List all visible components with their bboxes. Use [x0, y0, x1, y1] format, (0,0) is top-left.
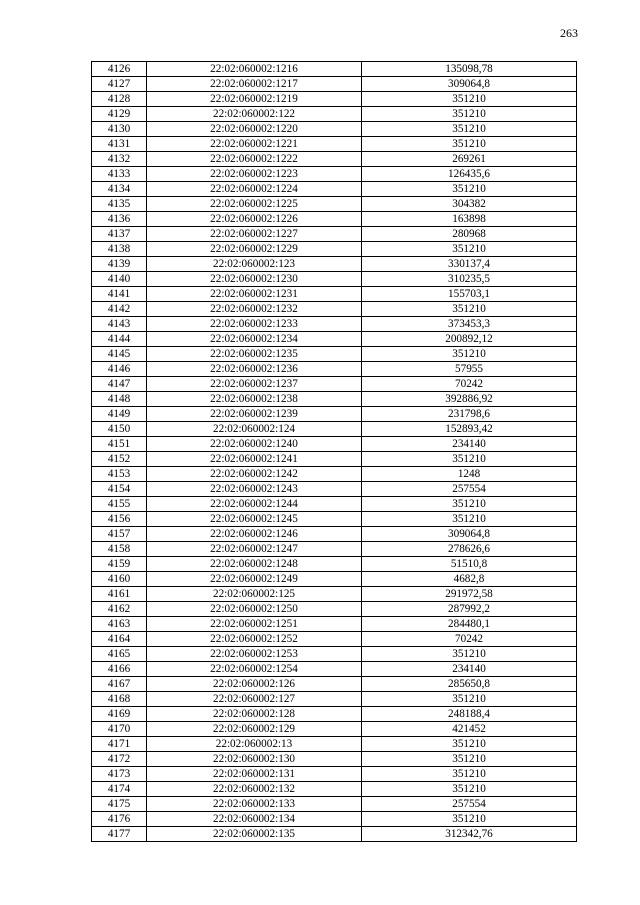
row-number-cell: 4132 — [92, 152, 147, 167]
table-row — [92, 812, 577, 827]
row-number-cell: 4171 — [92, 737, 147, 752]
cadastral-number-cell: 22:02:060002:13 — [147, 737, 362, 752]
cadastral-number-cell: 22:02:060002:1243 — [147, 482, 362, 497]
cadastral-number-cell: 22:02:060002:122 — [147, 107, 362, 122]
row-number-cell: 4140 — [92, 272, 147, 287]
cadastral-value-cell: 200892,12 — [362, 332, 577, 347]
cadastral-value-cell: 309064,8 — [362, 77, 577, 92]
row-number-cell: 4149 — [92, 407, 147, 422]
cadastral-value-cell: 163898 — [362, 212, 577, 227]
row-number-cell: 4151 — [92, 437, 147, 452]
cadastral-value-cell: 257554 — [362, 482, 577, 497]
row-number-cell: 4152 — [92, 452, 147, 467]
cadastral-value-cell: 351210 — [362, 452, 577, 467]
cadastral-value-cell: 330137,4 — [362, 257, 577, 272]
cadastral-number-cell: 22:02:060002:123 — [147, 257, 362, 272]
row-number-cell: 4128 — [92, 92, 147, 107]
cadastral-value-cell: 1248 — [362, 467, 577, 482]
cadastral-number-cell: 22:02:060002:130 — [147, 752, 362, 767]
cadastral-value-cell: 234140 — [362, 437, 577, 452]
row-number-cell: 4147 — [92, 377, 147, 392]
cadastral-value-cell: 351210 — [362, 242, 577, 257]
cadastral-value-cell: 351210 — [362, 737, 577, 752]
cadastral-value-cell: 4682,8 — [362, 572, 577, 587]
table-row — [92, 317, 577, 332]
table-row — [92, 827, 577, 842]
cadastral-number-cell: 22:02:060002:132 — [147, 782, 362, 797]
cadastral-number-cell: 22:02:060002:1246 — [147, 527, 362, 542]
cadastral-value-cell: 351210 — [362, 752, 577, 767]
table-row — [92, 362, 577, 377]
table-row — [92, 482, 577, 497]
cadastral-value-cell: 231798,6 — [362, 407, 577, 422]
row-number-cell: 4129 — [92, 107, 147, 122]
table-row — [92, 602, 577, 617]
row-number-cell: 4168 — [92, 692, 147, 707]
cadastral-number-cell: 22:02:060002:124 — [147, 422, 362, 437]
table-row — [92, 137, 577, 152]
table-row — [92, 797, 577, 812]
row-number-cell: 4163 — [92, 617, 147, 632]
cadastral-number-cell: 22:02:060002:1234 — [147, 332, 362, 347]
row-number-cell: 4172 — [92, 752, 147, 767]
table-row — [92, 167, 577, 182]
cadastral-value-cell: 351210 — [362, 182, 577, 197]
table-row — [92, 587, 577, 602]
row-number-cell: 4164 — [92, 632, 147, 647]
cadastral-number-cell: 22:02:060002:1229 — [147, 242, 362, 257]
table-row — [92, 197, 577, 212]
cadastral-number-cell: 22:02:060002:1226 — [147, 212, 362, 227]
cadastral-number-cell: 22:02:060002:1233 — [147, 317, 362, 332]
cadastral-value-cell: 152893,42 — [362, 422, 577, 437]
cadastral-value-cell: 269261 — [362, 152, 577, 167]
row-number-cell: 4146 — [92, 362, 147, 377]
table-row — [92, 497, 577, 512]
row-number-cell: 4155 — [92, 497, 147, 512]
cadastral-number-cell: 22:02:060002:1219 — [147, 92, 362, 107]
cadastral-value-cell: 351210 — [362, 812, 577, 827]
row-number-cell: 4134 — [92, 182, 147, 197]
cadastral-number-cell: 22:02:060002:1217 — [147, 77, 362, 92]
cadastral-value-cell: 351210 — [362, 647, 577, 662]
cadastral-number-cell: 22:02:060002:1251 — [147, 617, 362, 632]
cadastral-number-cell: 22:02:060002:1230 — [147, 272, 362, 287]
row-number-cell: 4160 — [92, 572, 147, 587]
row-number-cell: 4136 — [92, 212, 147, 227]
row-number-cell: 4148 — [92, 392, 147, 407]
row-number-cell: 4138 — [92, 242, 147, 257]
row-number-cell: 4143 — [92, 317, 147, 332]
row-number-cell: 4174 — [92, 782, 147, 797]
table-row — [92, 347, 577, 362]
cadastral-value-cell: 351210 — [362, 302, 577, 317]
cadastral-number-cell: 22:02:060002:1220 — [147, 122, 362, 137]
cadastral-number-cell: 22:02:060002:1232 — [147, 302, 362, 317]
cadastral-number-cell: 22:02:060002:125 — [147, 587, 362, 602]
row-number-cell: 4137 — [92, 227, 147, 242]
row-number-cell: 4161 — [92, 587, 147, 602]
table-row — [92, 707, 577, 722]
cadastral-value-cell: 312342,76 — [362, 827, 577, 842]
cadastral-number-cell: 22:02:060002:131 — [147, 767, 362, 782]
cadastral-number-cell: 22:02:060002:127 — [147, 692, 362, 707]
cadastral-number-cell: 22:02:060002:1244 — [147, 497, 362, 512]
table-row — [92, 92, 577, 107]
row-number-cell: 4166 — [92, 662, 147, 677]
cadastral-value-cell: 351210 — [362, 782, 577, 797]
row-number-cell: 4130 — [92, 122, 147, 137]
cadastral-value-cell: 280968 — [362, 227, 577, 242]
table-row — [92, 452, 577, 467]
cadastral-value-cell: 278626,6 — [362, 542, 577, 557]
table-row — [92, 557, 577, 572]
cadastral-value-cell: 135098,78 — [362, 62, 577, 77]
table-row — [92, 527, 577, 542]
row-number-cell: 4167 — [92, 677, 147, 692]
table-row — [92, 512, 577, 527]
row-number-cell: 4157 — [92, 527, 147, 542]
cadastral-number-cell: 22:02:060002:1252 — [147, 632, 362, 647]
row-number-cell: 4170 — [92, 722, 147, 737]
cadastral-number-cell: 22:02:060002:129 — [147, 722, 362, 737]
cadastral-number-cell: 22:02:060002:1238 — [147, 392, 362, 407]
table-row — [92, 722, 577, 737]
row-number-cell: 4142 — [92, 302, 147, 317]
table-row — [92, 677, 577, 692]
table-body — [92, 62, 577, 842]
cadastral-number-cell: 22:02:060002:1224 — [147, 182, 362, 197]
row-number-cell: 4141 — [92, 287, 147, 302]
row-number-cell: 4145 — [92, 347, 147, 362]
row-number-cell: 4126 — [92, 62, 147, 77]
table-row — [92, 62, 577, 77]
cadastral-value-cell: 57955 — [362, 362, 577, 377]
cadastral-number-cell: 22:02:060002:1237 — [147, 377, 362, 392]
cadastral-number-cell: 22:02:060002:1222 — [147, 152, 362, 167]
cadastral-number-cell: 22:02:060002:134 — [147, 812, 362, 827]
cadastral-value-cell: 351210 — [362, 137, 577, 152]
cadastral-value-cell: 248188,4 — [362, 707, 577, 722]
table-row — [92, 572, 577, 587]
table-row — [92, 662, 577, 677]
cadastral-value-cell: 291972,58 — [362, 587, 577, 602]
table-row — [92, 242, 577, 257]
cadastral-number-cell: 22:02:060002:1235 — [147, 347, 362, 362]
table-row — [92, 782, 577, 797]
cadastral-number-cell: 22:02:060002:126 — [147, 677, 362, 692]
cadastral-value-cell: 304382 — [362, 197, 577, 212]
cadastral-value-cell: 310235,5 — [362, 272, 577, 287]
cadastral-value-cell: 351210 — [362, 107, 577, 122]
page-number: 263 — [560, 26, 578, 40]
row-number-cell: 4139 — [92, 257, 147, 272]
cadastral-number-cell: 22:02:060002:1253 — [147, 647, 362, 662]
row-number-cell: 4175 — [92, 797, 147, 812]
cadastral-number-cell: 22:02:060002:1221 — [147, 137, 362, 152]
cadastral-number-cell: 22:02:060002:1245 — [147, 512, 362, 527]
table-row — [92, 467, 577, 482]
row-number-cell: 4135 — [92, 197, 147, 212]
table-row — [92, 287, 577, 302]
table-row — [92, 302, 577, 317]
cadastral-value-cell: 70242 — [362, 377, 577, 392]
cadastral-number-cell: 22:02:060002:1254 — [147, 662, 362, 677]
cadastral-value-cell: 257554 — [362, 797, 577, 812]
cadastral-value-cell: 70242 — [362, 632, 577, 647]
table-row — [92, 182, 577, 197]
row-number-cell: 4156 — [92, 512, 147, 527]
cadastral-number-cell: 22:02:060002:1247 — [147, 542, 362, 557]
row-number-cell: 4131 — [92, 137, 147, 152]
cadastral-number-cell: 22:02:060002:128 — [147, 707, 362, 722]
row-number-cell: 4158 — [92, 542, 147, 557]
cadastral-value-cell: 285650,8 — [362, 677, 577, 692]
cadastral-value-cell: 284480,1 — [362, 617, 577, 632]
table-row — [92, 212, 577, 227]
row-number-cell: 4169 — [92, 707, 147, 722]
cadastral-number-cell: 22:02:060002:135 — [147, 827, 362, 842]
cadastral-number-cell: 22:02:060002:1231 — [147, 287, 362, 302]
cadastral-number-cell: 22:02:060002:1225 — [147, 197, 362, 212]
table-row — [92, 377, 577, 392]
table-row — [92, 617, 577, 632]
cadastral-number-cell: 22:02:060002:1241 — [147, 452, 362, 467]
table-row — [92, 542, 577, 557]
cadastral-value-cell: 234140 — [362, 662, 577, 677]
row-number-cell: 4162 — [92, 602, 147, 617]
table-row — [92, 272, 577, 287]
cadastral-number-cell: 22:02:060002:1240 — [147, 437, 362, 452]
row-number-cell: 4165 — [92, 647, 147, 662]
cadastral-value-cell: 155703,1 — [362, 287, 577, 302]
table-row — [92, 422, 577, 437]
table-row — [92, 107, 577, 122]
table-row — [92, 767, 577, 782]
cadastral-number-cell: 22:02:060002:1239 — [147, 407, 362, 422]
cadastral-value-cell: 392886,92 — [362, 392, 577, 407]
table-row — [92, 122, 577, 137]
row-number-cell: 4176 — [92, 812, 147, 827]
table-row — [92, 227, 577, 242]
table-row — [92, 692, 577, 707]
cadastral-value-cell: 421452 — [362, 722, 577, 737]
table-row — [92, 632, 577, 647]
table-row — [92, 392, 577, 407]
cadastral-number-cell: 22:02:060002:133 — [147, 797, 362, 812]
cadastral-number-cell: 22:02:060002:1227 — [147, 227, 362, 242]
table-row — [92, 752, 577, 767]
cadastral-value-cell: 351210 — [362, 767, 577, 782]
row-number-cell: 4150 — [92, 422, 147, 437]
row-number-cell: 4133 — [92, 167, 147, 182]
table-row — [92, 77, 577, 92]
table-row — [92, 332, 577, 347]
table-row — [92, 437, 577, 452]
cadastral-value-table — [91, 61, 577, 842]
cadastral-number-cell: 22:02:060002:1242 — [147, 467, 362, 482]
cadastral-number-cell: 22:02:060002:1236 — [147, 362, 362, 377]
row-number-cell: 4154 — [92, 482, 147, 497]
table-row — [92, 152, 577, 167]
cadastral-value-cell: 309064,8 — [362, 527, 577, 542]
row-number-cell: 4153 — [92, 467, 147, 482]
table-row — [92, 647, 577, 662]
row-number-cell: 4173 — [92, 767, 147, 782]
cadastral-value-cell: 351210 — [362, 692, 577, 707]
cadastral-value-cell: 351210 — [362, 92, 577, 107]
cadastral-value-cell: 351210 — [362, 122, 577, 137]
table-row — [92, 257, 577, 272]
cadastral-number-cell: 22:02:060002:1223 — [147, 167, 362, 182]
cadastral-value-cell: 373453,3 — [362, 317, 577, 332]
cadastral-value-cell: 351210 — [362, 497, 577, 512]
cadastral-number-cell: 22:02:060002:1248 — [147, 557, 362, 572]
table-row — [92, 407, 577, 422]
row-number-cell: 4177 — [92, 827, 147, 842]
cadastral-number-cell: 22:02:060002:1249 — [147, 572, 362, 587]
cadastral-number-cell: 22:02:060002:1216 — [147, 62, 362, 77]
cadastral-value-cell: 287992,2 — [362, 602, 577, 617]
table-row — [92, 737, 577, 752]
cadastral-value-cell: 126435,6 — [362, 167, 577, 182]
row-number-cell: 4159 — [92, 557, 147, 572]
cadastral-number-cell: 22:02:060002:1250 — [147, 602, 362, 617]
row-number-cell: 4127 — [92, 77, 147, 92]
cadastral-value-cell: 351210 — [362, 512, 577, 527]
cadastral-value-cell: 351210 — [362, 347, 577, 362]
cadastral-value-cell: 51510,8 — [362, 557, 577, 572]
row-number-cell: 4144 — [92, 332, 147, 347]
